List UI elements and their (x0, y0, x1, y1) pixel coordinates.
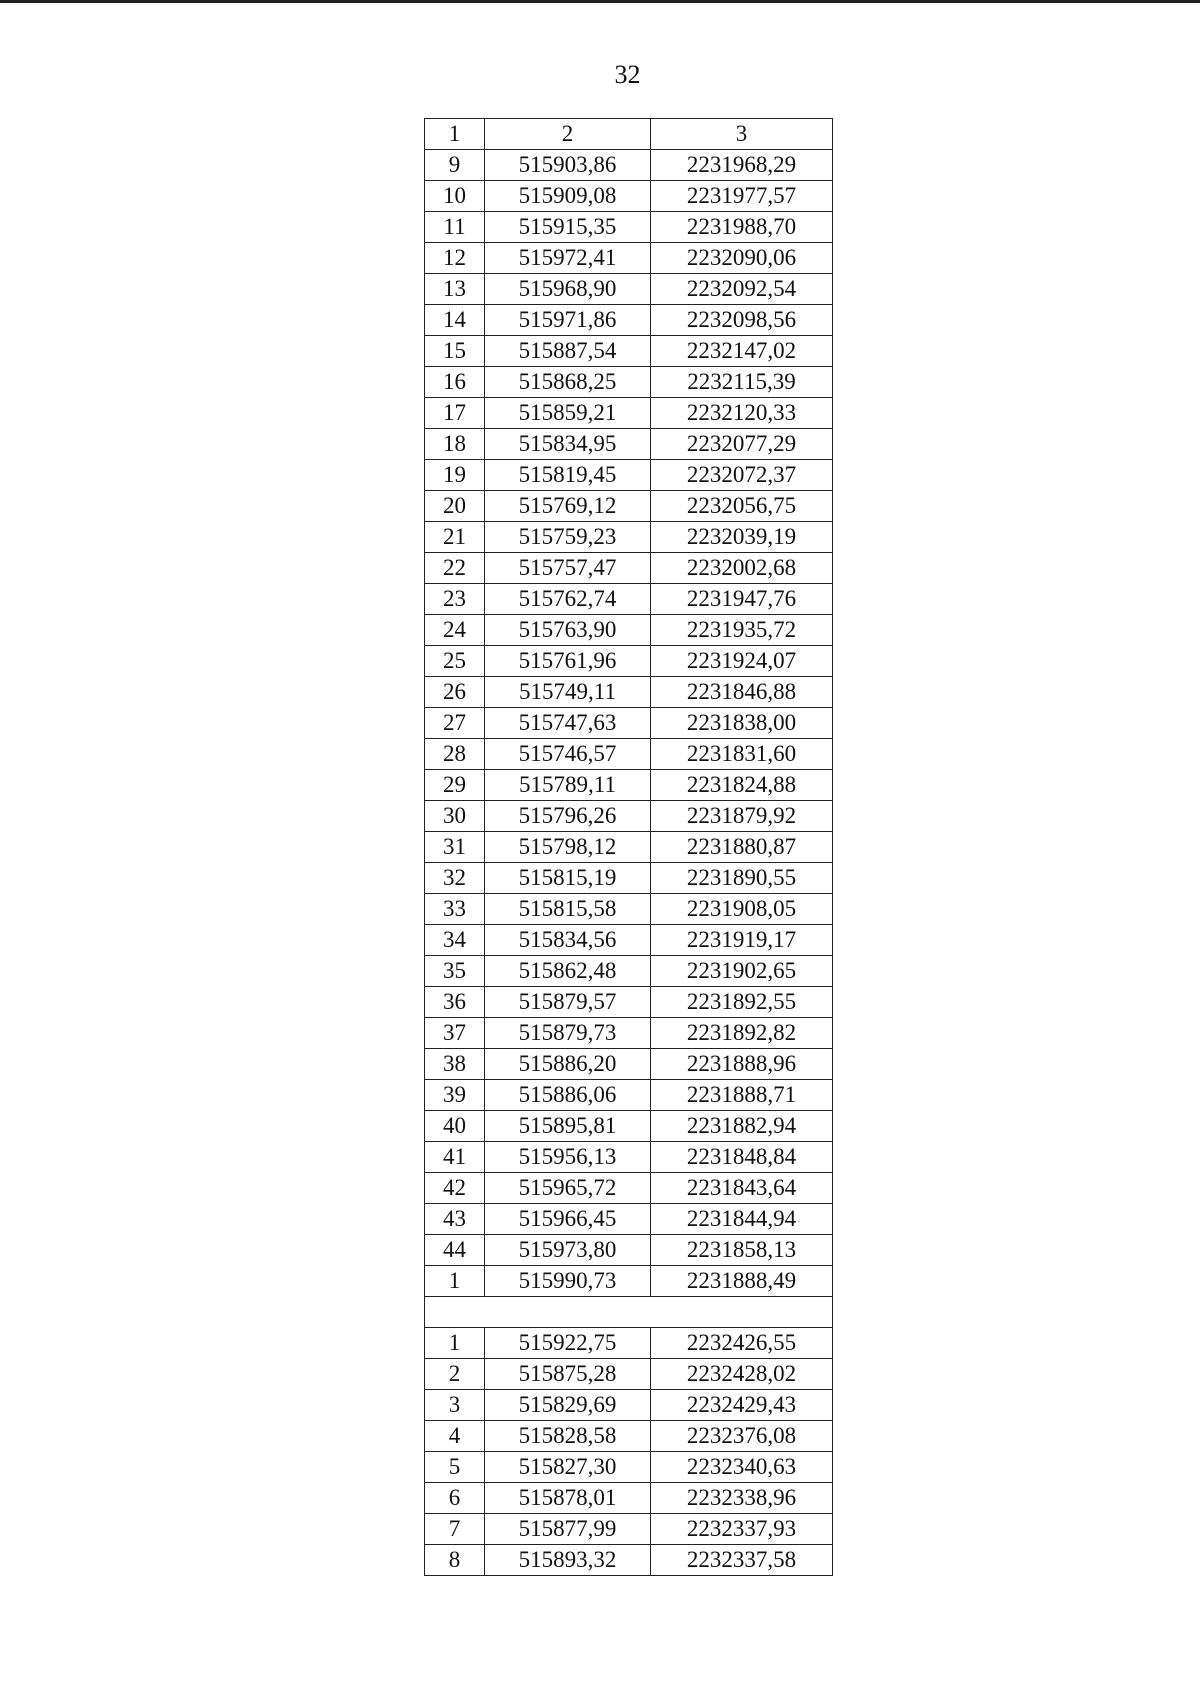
table-row (425, 1545, 833, 1576)
x-coordinate-cell: 515903,86 (485, 150, 651, 181)
point-number-cell: 13 (425, 274, 485, 305)
point-number-cell: 16 (425, 367, 485, 398)
y-coordinate-cell: 2231838,00 (651, 708, 833, 739)
y-coordinate-cell: 2231892,82 (651, 1018, 833, 1049)
x-coordinate-cell: 515834,56 (485, 925, 651, 956)
point-number-cell: 6 (425, 1483, 485, 1514)
y-coordinate-cell: 2232092,54 (651, 274, 833, 305)
y-coordinate-cell: 2231858,13 (651, 1235, 833, 1266)
x-coordinate-cell: 515789,11 (485, 770, 651, 801)
y-coordinate-cell: 2231890,55 (651, 863, 833, 894)
point-number-cell: 10 (425, 181, 485, 212)
x-coordinate-cell: 515922,75 (485, 1328, 651, 1359)
y-coordinate-cell: 2231879,92 (651, 801, 833, 832)
table-row (425, 150, 833, 181)
table-row (425, 956, 833, 987)
x-coordinate-cell: 515868,25 (485, 367, 651, 398)
table-row (425, 987, 833, 1018)
y-coordinate-cell: 2231846,88 (651, 677, 833, 708)
x-coordinate-cell: 515965,72 (485, 1173, 651, 1204)
table-row (425, 305, 833, 336)
x-coordinate-cell: 515966,45 (485, 1204, 651, 1235)
point-number-cell: 1 (425, 1328, 485, 1359)
point-number-cell: 32 (425, 863, 485, 894)
table-header-row (425, 119, 833, 150)
x-coordinate-cell: 515990,73 (485, 1266, 651, 1297)
table-row (425, 801, 833, 832)
point-number-cell: 31 (425, 832, 485, 863)
x-coordinate-cell: 515746,57 (485, 739, 651, 770)
table-row (425, 181, 833, 212)
x-coordinate-cell: 515828,58 (485, 1421, 651, 1452)
y-coordinate-cell: 2231935,72 (651, 615, 833, 646)
y-coordinate-cell: 2231892,55 (651, 987, 833, 1018)
y-coordinate-cell: 2232056,75 (651, 491, 833, 522)
x-coordinate-cell: 515829,69 (485, 1390, 651, 1421)
x-coordinate-cell: 515887,54 (485, 336, 651, 367)
table-row (425, 1359, 833, 1390)
x-coordinate-cell: 515878,01 (485, 1483, 651, 1514)
point-number-cell: 30 (425, 801, 485, 832)
y-coordinate-cell: 2231843,64 (651, 1173, 833, 1204)
y-coordinate-cell: 2232429,43 (651, 1390, 833, 1421)
y-coordinate-cell: 2231880,87 (651, 832, 833, 863)
table-row (425, 1049, 833, 1080)
x-coordinate-cell: 515747,63 (485, 708, 651, 739)
x-coordinate-cell: 515827,30 (485, 1452, 651, 1483)
point-number-cell: 14 (425, 305, 485, 336)
table-row (425, 1111, 833, 1142)
point-number-cell: 11 (425, 212, 485, 243)
point-number-cell: 25 (425, 646, 485, 677)
point-number-cell: 2 (425, 1359, 485, 1390)
point-number-cell: 33 (425, 894, 485, 925)
point-number-cell: 29 (425, 770, 485, 801)
x-coordinate-cell: 515971,86 (485, 305, 651, 336)
table-row (425, 460, 833, 491)
x-coordinate-cell: 515796,26 (485, 801, 651, 832)
x-coordinate-cell: 515757,47 (485, 553, 651, 584)
y-coordinate-cell: 2232115,39 (651, 367, 833, 398)
y-coordinate-cell: 2232098,56 (651, 305, 833, 336)
point-number-cell: 37 (425, 1018, 485, 1049)
y-coordinate-cell: 2232428,02 (651, 1359, 833, 1390)
table-row (425, 739, 833, 770)
x-coordinate-cell: 515968,90 (485, 274, 651, 305)
y-coordinate-cell: 2232120,33 (651, 398, 833, 429)
point-number-cell: 9 (425, 150, 485, 181)
table-row (425, 553, 833, 584)
y-coordinate-cell: 2231831,60 (651, 739, 833, 770)
point-number-cell: 15 (425, 336, 485, 367)
y-coordinate-cell: 2232337,58 (651, 1545, 833, 1576)
y-coordinate-cell: 2232147,02 (651, 336, 833, 367)
x-coordinate-cell: 515859,21 (485, 398, 651, 429)
x-coordinate-cell: 515762,74 (485, 584, 651, 615)
x-coordinate-cell: 515749,11 (485, 677, 651, 708)
point-number-cell: 8 (425, 1545, 485, 1576)
point-number-cell: 35 (425, 956, 485, 987)
y-coordinate-cell: 2232376,08 (651, 1421, 833, 1452)
table-row (425, 925, 833, 956)
x-coordinate-cell: 515886,06 (485, 1080, 651, 1111)
y-coordinate-cell: 2231888,49 (651, 1266, 833, 1297)
x-coordinate-cell: 515815,58 (485, 894, 651, 925)
y-coordinate-cell: 2232426,55 (651, 1328, 833, 1359)
point-number-cell: 18 (425, 429, 485, 460)
point-number-cell: 42 (425, 1173, 485, 1204)
point-number-cell: 43 (425, 1204, 485, 1235)
table-row (425, 832, 833, 863)
table-row (425, 894, 833, 925)
table-row (425, 1142, 833, 1173)
y-coordinate-cell: 2231988,70 (651, 212, 833, 243)
table-row (425, 1390, 833, 1421)
y-coordinate-cell: 2231947,76 (651, 584, 833, 615)
table-row (425, 584, 833, 615)
x-coordinate-cell: 515815,19 (485, 863, 651, 894)
y-coordinate-cell: 2231968,29 (651, 150, 833, 181)
point-number-cell: 19 (425, 460, 485, 491)
y-coordinate-cell: 2232340,63 (651, 1452, 833, 1483)
x-coordinate-cell: 515763,90 (485, 615, 651, 646)
x-coordinate-cell: 515973,80 (485, 1235, 651, 1266)
point-number-cell: 38 (425, 1049, 485, 1080)
y-coordinate-cell: 2232090,06 (651, 243, 833, 274)
table-row (425, 1173, 833, 1204)
table-row (425, 1235, 833, 1266)
x-coordinate-cell: 515761,96 (485, 646, 651, 677)
point-number-cell: 4 (425, 1421, 485, 1452)
point-number-cell: 22 (425, 553, 485, 584)
header-cell-point: 1 (425, 119, 485, 150)
point-number-cell: 3 (425, 1390, 485, 1421)
x-coordinate-cell: 515893,32 (485, 1545, 651, 1576)
table-row (425, 1018, 833, 1049)
y-coordinate-cell: 2232039,19 (651, 522, 833, 553)
x-coordinate-cell: 515759,23 (485, 522, 651, 553)
table-row (425, 398, 833, 429)
point-number-cell: 23 (425, 584, 485, 615)
table-row (425, 243, 833, 274)
x-coordinate-cell: 515877,99 (485, 1514, 651, 1545)
y-coordinate-cell: 2231908,05 (651, 894, 833, 925)
point-number-cell: 17 (425, 398, 485, 429)
table-row (425, 212, 833, 243)
point-number-cell: 40 (425, 1111, 485, 1142)
table-row (425, 677, 833, 708)
header-cell-x: 2 (485, 119, 651, 150)
x-coordinate-cell: 515956,13 (485, 1142, 651, 1173)
x-coordinate-cell: 515915,35 (485, 212, 651, 243)
x-coordinate-cell: 515895,81 (485, 1111, 651, 1142)
y-coordinate-cell: 2231848,84 (651, 1142, 833, 1173)
point-number-cell: 7 (425, 1514, 485, 1545)
x-coordinate-cell: 515886,20 (485, 1049, 651, 1080)
y-coordinate-cell: 2231924,07 (651, 646, 833, 677)
point-number-cell: 36 (425, 987, 485, 1018)
point-number-cell: 12 (425, 243, 485, 274)
x-coordinate-cell: 515834,95 (485, 429, 651, 460)
separator-cell (425, 1297, 833, 1328)
table-row (425, 863, 833, 894)
y-coordinate-cell: 2231844,94 (651, 1204, 833, 1235)
y-coordinate-cell: 2231882,94 (651, 1111, 833, 1142)
table-row (425, 646, 833, 677)
table-row (425, 522, 833, 553)
point-number-cell: 34 (425, 925, 485, 956)
scan-border (0, 0, 1200, 3)
y-coordinate-cell: 2232338,96 (651, 1483, 833, 1514)
y-coordinate-cell: 2231977,57 (651, 181, 833, 212)
table-row (425, 367, 833, 398)
table-row (425, 274, 833, 305)
x-coordinate-cell: 515862,48 (485, 956, 651, 987)
point-number-cell: 21 (425, 522, 485, 553)
table-row (425, 1080, 833, 1111)
page-number: 32 (614, 60, 641, 89)
point-number-cell: 24 (425, 615, 485, 646)
point-number-cell: 5 (425, 1452, 485, 1483)
table-row (425, 336, 833, 367)
x-coordinate-cell: 515819,45 (485, 460, 651, 491)
table-row (425, 1421, 833, 1452)
table-row (425, 1483, 833, 1514)
table-row (425, 1266, 833, 1297)
x-coordinate-cell: 515879,57 (485, 987, 651, 1018)
table-row (425, 770, 833, 801)
x-coordinate-cell: 515909,08 (485, 181, 651, 212)
table-row (425, 1204, 833, 1235)
header-cell-y: 3 (651, 119, 833, 150)
y-coordinate-cell: 2232072,37 (651, 460, 833, 491)
x-coordinate-cell: 515798,12 (485, 832, 651, 863)
x-coordinate-cell: 515879,73 (485, 1018, 651, 1049)
separator-row (425, 1297, 833, 1328)
y-coordinate-cell: 2231902,65 (651, 956, 833, 987)
table-row (425, 615, 833, 646)
table-row (425, 491, 833, 522)
y-coordinate-cell: 2231888,96 (651, 1049, 833, 1080)
x-coordinate-cell: 515972,41 (485, 243, 651, 274)
point-number-cell: 39 (425, 1080, 485, 1111)
y-coordinate-cell: 2232337,93 (651, 1514, 833, 1545)
point-number-cell: 44 (425, 1235, 485, 1266)
x-coordinate-cell: 515875,28 (485, 1359, 651, 1390)
point-number-cell: 1 (425, 1266, 485, 1297)
point-number-cell: 28 (425, 739, 485, 770)
table-row (425, 1514, 833, 1545)
y-coordinate-cell: 2231919,17 (651, 925, 833, 956)
point-number-cell: 26 (425, 677, 485, 708)
point-number-cell: 27 (425, 708, 485, 739)
y-coordinate-cell: 2232077,29 (651, 429, 833, 460)
y-coordinate-cell: 2231824,88 (651, 770, 833, 801)
coordinates-table (424, 118, 833, 1576)
y-coordinate-cell: 2231888,71 (651, 1080, 833, 1111)
y-coordinate-cell: 2232002,68 (651, 553, 833, 584)
table-row (425, 708, 833, 739)
table-row (425, 1452, 833, 1483)
point-number-cell: 20 (425, 491, 485, 522)
x-coordinate-cell: 515769,12 (485, 491, 651, 522)
table-row (425, 429, 833, 460)
table-row (425, 1328, 833, 1359)
point-number-cell: 41 (425, 1142, 485, 1173)
